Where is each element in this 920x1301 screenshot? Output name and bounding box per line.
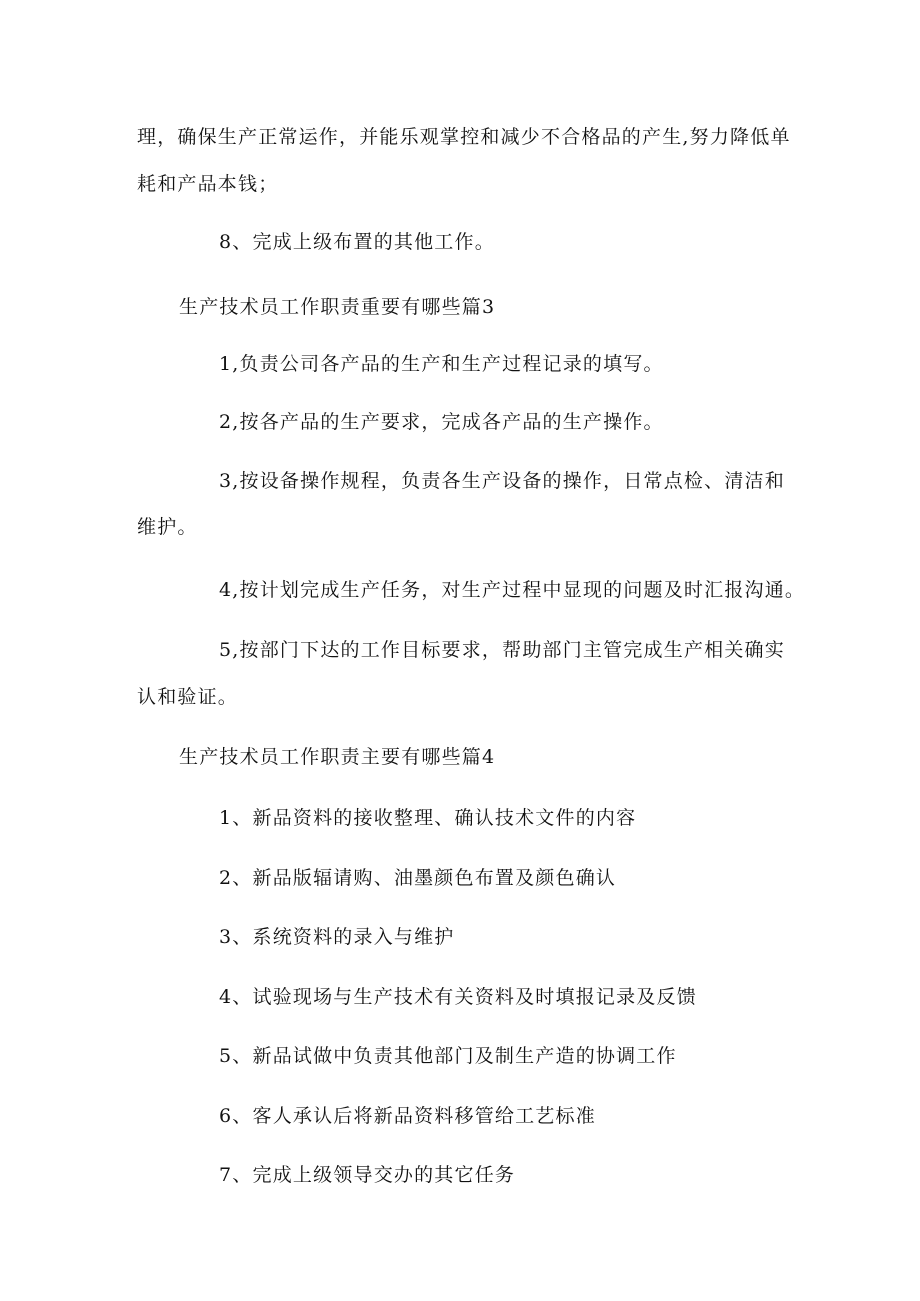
section3-item-3-line-2: 维护。 <box>137 516 198 538</box>
paragraph-continuation-line-2: 耗和产品本钱； <box>137 173 279 195</box>
list-item-8: 8、完成上级布置的其他工作。 <box>219 231 495 253</box>
section4-item-5: 5、新品试做中负责其他部门及制生产造的协调工作 <box>219 1045 677 1067</box>
section4-item-3: 3、系统资料的录入与维护 <box>219 926 455 948</box>
section3-item-5-line-2: 认和验证。 <box>137 686 239 708</box>
section3-item-4: 4,按计划完成生产任务，对生产过程中显现的问题及时汇报沟通。 <box>219 579 806 601</box>
section4-item-1: 1、新品资料的接收整理、确认技术文件的内容 <box>219 807 637 829</box>
section3-item-3-line-1: 3,按设备操作规程，负责各生产设备的操作，日常点检、清洁和 <box>219 470 785 492</box>
section4-item-6: 6、客人承认后将新品资料移管给工艺标准 <box>219 1105 596 1127</box>
section4-item-4: 4、试验现场与生产技术有关资料及时填报记录及反馈 <box>219 986 697 1008</box>
section3-item-2: 2,按各产品的生产要求，完成各产品的生产操作。 <box>219 411 664 433</box>
section3-item-5-line-1: 5,按部门下达的工作目标要求，帮助部门主管完成生产相关确实 <box>219 639 785 661</box>
section-heading-4: 生产技术员工作职责主要有哪些篇4 <box>179 746 496 768</box>
paragraph-continuation-line-1: 理，确保生产正常运作，并能乐观掌控和减少不合格品的产生,努力降低单 <box>137 126 791 148</box>
section-heading-3: 生产技术员工作职责重要有哪些篇3 <box>179 296 496 318</box>
section3-item-1: 1,负责公司各产品的生产和生产过程记录的填写。 <box>219 353 664 375</box>
section4-item-2: 2、新品版辐请购、油墨颜色布置及颜色确认 <box>219 867 617 889</box>
section4-item-7: 7、完成上级领导交办的其它任务 <box>219 1164 516 1186</box>
